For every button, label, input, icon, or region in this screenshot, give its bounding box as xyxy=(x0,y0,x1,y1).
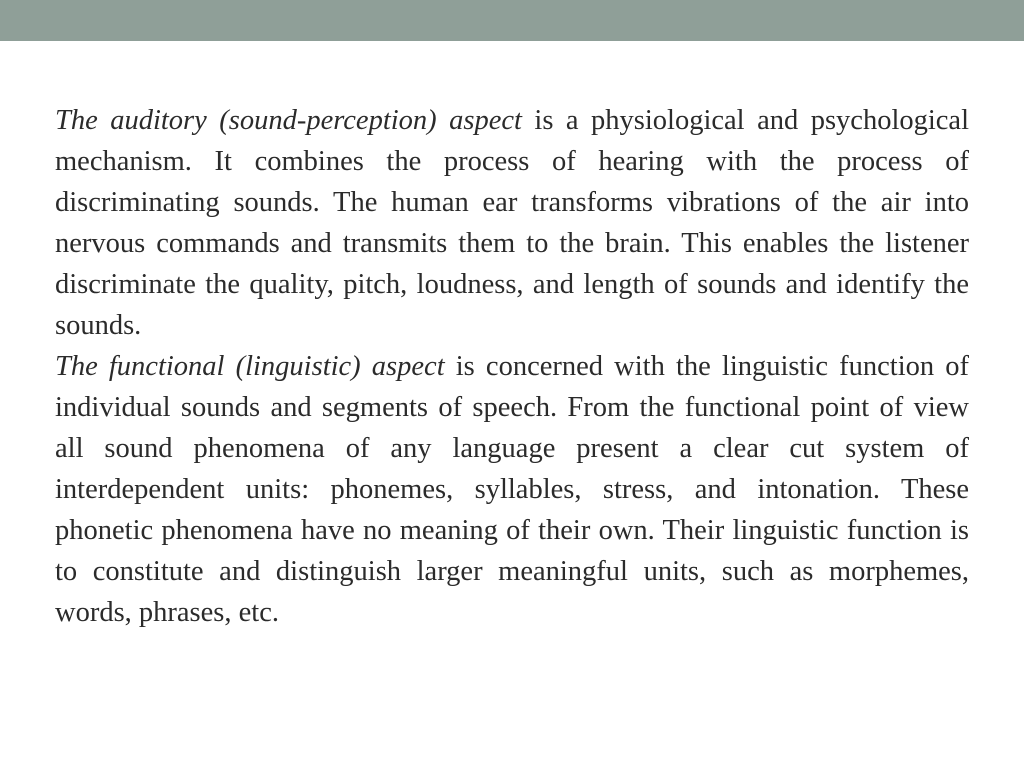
paragraph-functional-aspect xyxy=(55,346,969,633)
paragraph-auditory-text: is a physiological and psychological mechanism. It combines the process of hearing with the process of discriminating sounds. The human ear transforms vibrations of the air into nervous commands and transmits them to the brain. This enables the listener discriminate the quality, pitch, loudness, and length of sounds and identify the sounds. xyxy=(55,105,969,341)
paragraph-functional-text: is concerned with the linguistic function of individual sounds and segments of speech. From the functional point of view all sound phenomena of any language present a clear cut system of interdependent units: phonemes, syllables, stress, and intonation. These phonetic phenomena have no meaning of their own. Their linguistic function is to constitute and distinguish larger meaningful units, such as morphemes, words, phrases, etc. xyxy=(55,351,969,628)
term-functional-aspect: The functional (linguistic) aspect xyxy=(55,351,445,382)
top-accent-band xyxy=(0,0,1024,41)
term-auditory-aspect: The auditory (sound-perception) aspect xyxy=(55,105,522,136)
paragraph-auditory-aspect xyxy=(55,100,969,346)
slide-body xyxy=(55,100,969,633)
